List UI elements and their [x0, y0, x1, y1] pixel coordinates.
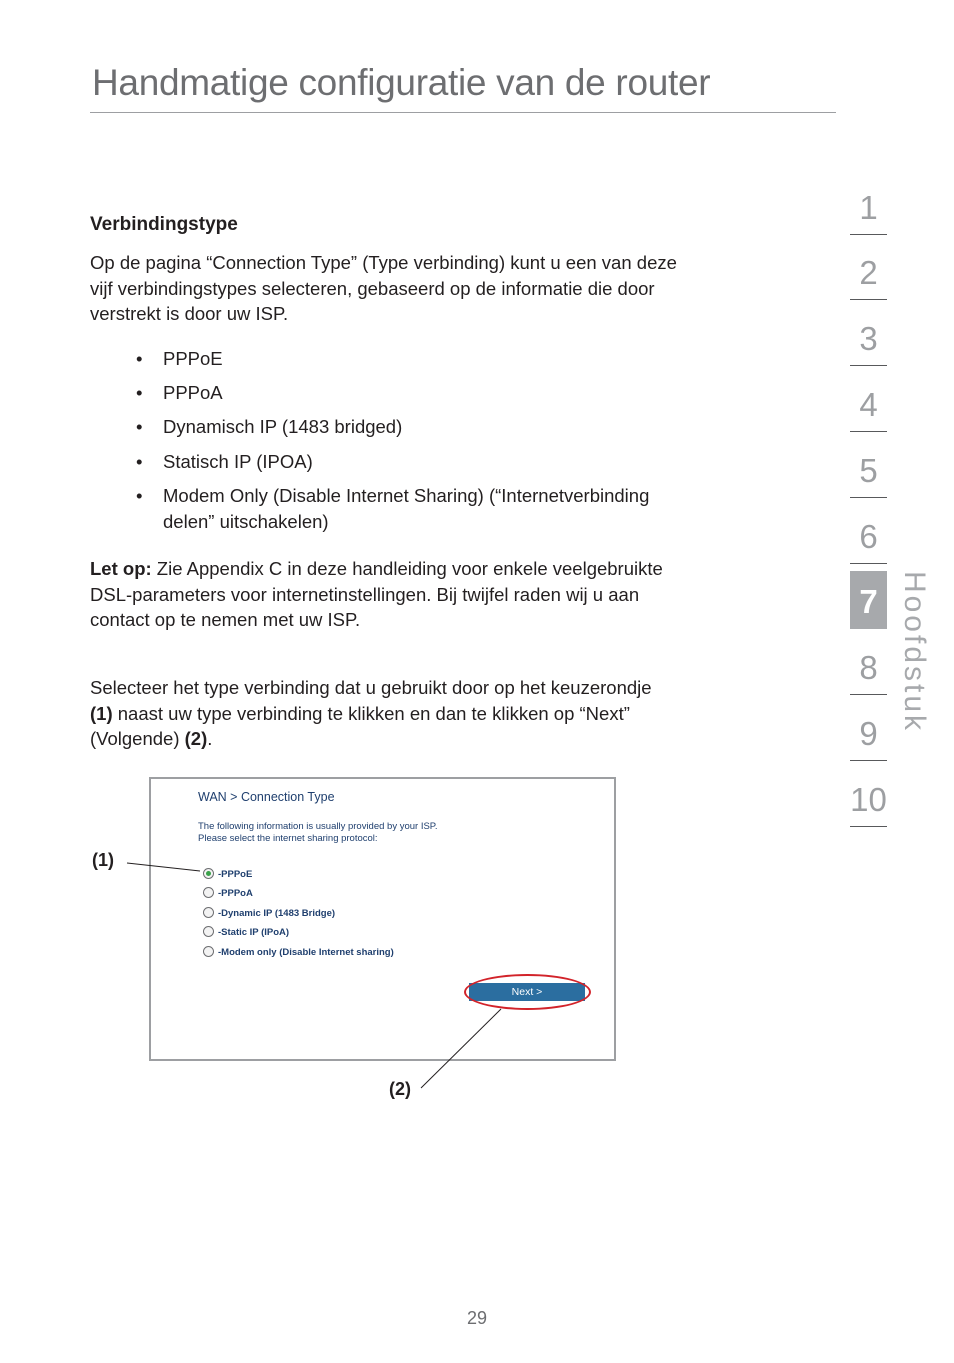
bullet-text: PPPoA — [163, 382, 223, 403]
chapter-rule — [850, 299, 887, 300]
bullet-text: PPPoE — [163, 348, 223, 369]
note-text: contact op te nemen met uw ISP. — [90, 609, 361, 630]
bullet-dot: • — [136, 416, 143, 437]
instruction-paragraph — [90, 675, 800, 752]
option-label: -Modem only (Disable Internet sharing) — [218, 947, 394, 958]
title-rule — [90, 112, 836, 113]
bullet-dot: • — [136, 485, 143, 506]
instruction-ref-2: (2) — [184, 728, 208, 749]
chapter-number: 9 — [859, 715, 878, 752]
instruction-line: . — [207, 728, 213, 749]
bullet-text: Modem Only (Disable Internet Sharing) (“Internetverbinding — [163, 485, 650, 506]
chapter-number: 5 — [859, 452, 878, 489]
chapter-tab-6 — [850, 506, 887, 564]
next-button-highlight — [464, 974, 591, 1010]
radio-button[interactable] — [203, 907, 214, 918]
bullet-dot: • — [136, 382, 143, 403]
intro-line: vijf verbindingstypes selecteren, gebaseerd op de informatie die door — [90, 277, 655, 299]
chapter-tab-8 — [850, 637, 887, 695]
chapter-number: 2 — [859, 254, 878, 291]
note-label: Let op: — [90, 558, 152, 579]
radio-button[interactable] — [203, 887, 214, 898]
intro-paragraph — [90, 250, 800, 327]
chapter-number: 8 — [859, 649, 878, 686]
chapter-tab-2 — [850, 242, 887, 300]
note-text: Zie Appendix C in deze handleiding voor enkele veelgebruikte — [151, 558, 663, 579]
instruction-ref-1: (1) — [90, 702, 113, 724]
chapter-tab-10 — [850, 769, 887, 827]
option-label: -PPPoE — [218, 869, 253, 880]
radio-button[interactable] — [203, 926, 214, 937]
option-label: -PPPoA — [218, 888, 253, 899]
note-text: DSL-parameters voor internetinstellingen. Bij twijfel raden wij u aan — [90, 583, 640, 605]
chapter-rule — [850, 563, 887, 564]
chapter-rule — [850, 234, 887, 235]
chapter-number: 4 — [859, 386, 878, 423]
page-number: 29 — [466, 1308, 488, 1328]
option-label: -Static IP (IPoA) — [218, 927, 290, 938]
note-paragraph — [90, 556, 800, 633]
screenshot-info-line: Please select the internet sharing protocol: — [198, 833, 378, 844]
screenshot-info-line: The following information is usually provided by your ISP. — [198, 821, 438, 832]
next-button[interactable]: Next > — [469, 983, 585, 1001]
option-label: -Dynamic IP (1483 Bridge) — [218, 908, 336, 919]
chapter-tab-3 — [850, 308, 887, 366]
instruction-line: (Volgende) — [90, 728, 185, 749]
chapter-number: 10 — [850, 781, 887, 818]
chapter-label: Hoofdstuk — [898, 570, 931, 734]
chapter-rule — [850, 760, 887, 761]
bullet-text: Statisch IP (IPOA) — [163, 451, 313, 472]
chapter-tab-4 — [850, 374, 887, 432]
chapter-rule — [850, 826, 887, 827]
intro-line: verstrekt is door uw ISP. — [90, 303, 289, 324]
chapter-number: 3 — [859, 320, 878, 357]
chapter-number: 1 — [859, 189, 878, 226]
radio-button-selected[interactable] — [203, 868, 214, 879]
screenshot-title: WAN > Connection Type — [198, 790, 335, 804]
bullet-text: Dynamisch IP (1483 bridged) — [163, 416, 403, 437]
connection-type-screenshot — [149, 777, 616, 1061]
instruction-line: naast uw type verbinding te klikken en dan te klikken op “Next” — [112, 702, 630, 724]
chapter-tab-7-active — [850, 571, 887, 629]
chapter-tab-1 — [850, 177, 887, 235]
section-heading: Verbindingstype — [90, 214, 238, 235]
chapter-number: 7 — [859, 583, 878, 620]
chapter-tab-5 — [850, 440, 887, 498]
chapter-rule — [850, 694, 887, 695]
instruction-line: Selecteer het type verbinding dat u gebruikt door op het keuzerondje — [90, 677, 652, 698]
bullet-dot: • — [136, 348, 143, 369]
radio-button[interactable] — [203, 946, 214, 957]
chapter-tab-9 — [850, 703, 887, 761]
bullet-dot: • — [136, 451, 143, 472]
bullet-text-continued: delen” uitschakelen) — [163, 510, 329, 532]
page-title: Handmatige configuratie van de router — [92, 62, 711, 103]
callout-1: (1) — [92, 850, 114, 870]
intro-line: Op de pagina “Connection Type” (Type verbinding) kunt u een van deze — [90, 252, 677, 273]
chapter-rule — [850, 365, 887, 366]
chapter-number: 6 — [859, 518, 878, 555]
callout-2: (2) — [389, 1079, 411, 1099]
screenshot-info — [198, 821, 438, 845]
chapter-rule — [850, 497, 887, 498]
chapter-rule — [850, 431, 887, 432]
